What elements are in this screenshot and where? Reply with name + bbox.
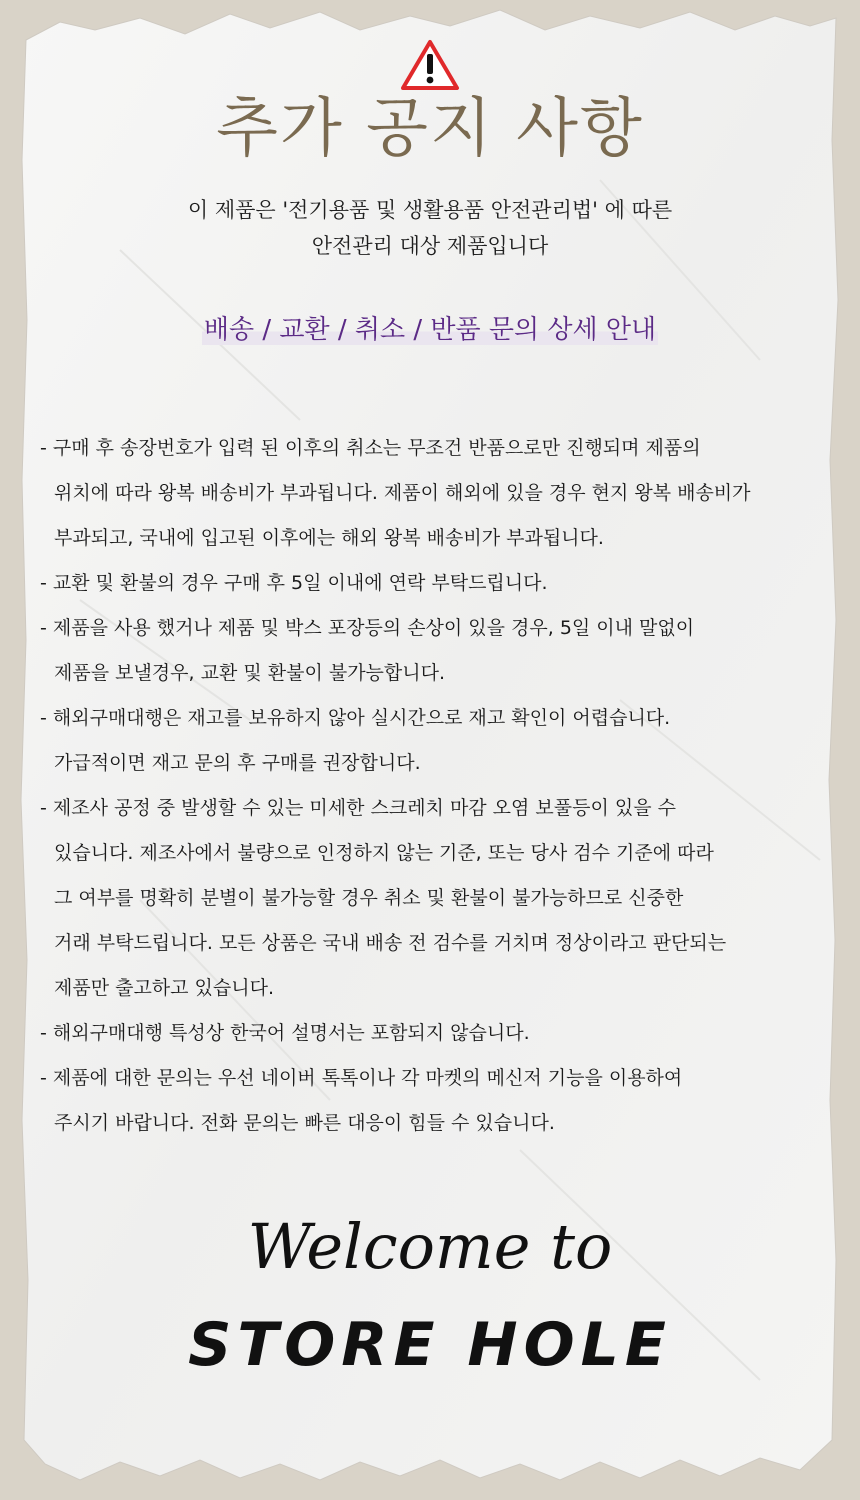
safety-notice-line-1: 이 제품은 '전기용품 및 생활용품 안전관리법' 에 따른 xyxy=(187,198,673,222)
notice-line: - 제품에 대한 문의는 우선 네이버 톡톡이나 각 마켓의 메신저 기능을 이용하여 xyxy=(40,1067,683,1089)
notice-line: - 제품을 사용 했거나 제품 및 박스 포장등의 손상이 있을 경우, 5일 이내 말없이 xyxy=(40,617,695,639)
welcome-script-text: Welcome to xyxy=(247,1210,613,1283)
safety-notice-line-2: 안전관리 대상 제품입니다 xyxy=(311,234,549,258)
notice-line: - 제조사 공정 중 발생할 수 있는 미세한 스크레치 마감 오염 보풀등이 있을 수 xyxy=(40,797,676,819)
notice-line: 부과되고, 국내에 입고된 이후에는 해외 왕복 배송비가 부과됩니다. xyxy=(54,527,604,549)
notice-line: - 교환 및 환불의 경우 구매 후 5일 이내에 연락 부탁드립니다. xyxy=(40,572,548,594)
notice-line: - 해외구매대행은 재고를 보유하지 않아 실시간으로 재고 확인이 어렵습니다. xyxy=(40,707,671,729)
notice-line: 거래 부탁드립니다. 모든 상품은 국내 배송 전 검수를 거치며 정상이라고 판단되는 xyxy=(54,932,727,954)
notice-line: 있습니다. 제조사에서 불량으로 인정하지 않는 기준, 또는 당사 검수 기준에 따라 xyxy=(54,842,714,864)
notice-line: 가급적이면 재고 문의 후 구매를 권장합니다. xyxy=(54,752,421,774)
section-heading xyxy=(0,309,860,351)
store-brand-name: STORE HOLE xyxy=(188,1310,672,1380)
notice-list xyxy=(40,437,830,1157)
notice-line: 그 여부를 명확히 분별이 불가능할 경우 취소 및 환불이 불가능하므로 신중한 xyxy=(54,887,684,909)
notice-line: 제품을 보낼경우, 교환 및 환불이 불가능합니다. xyxy=(54,662,446,684)
page-title: 추가 공지 사항 xyxy=(216,92,644,166)
notice-line: - 구매 후 송장번호가 입력 된 이후의 취소는 무조건 반품으로만 진행되며 제품의 xyxy=(40,437,701,459)
notice-line: - 해외구매대행 특성상 한국어 설명서는 포함되지 않습니다. xyxy=(40,1022,530,1044)
notice-line: 주시기 바랍니다. 전화 문의는 빠른 대응이 힘들 수 있습니다. xyxy=(54,1112,555,1134)
section-heading-text: 배송 / 교환 / 취소 / 반품 문의 상세 안내 xyxy=(203,315,657,345)
notice-line: 제품만 출고하고 있습니다. xyxy=(54,977,275,999)
notice-line: 위치에 따라 왕복 배송비가 부과됩니다. 제품이 해외에 있을 경우 현지 왕복 배송비가 xyxy=(54,482,751,504)
